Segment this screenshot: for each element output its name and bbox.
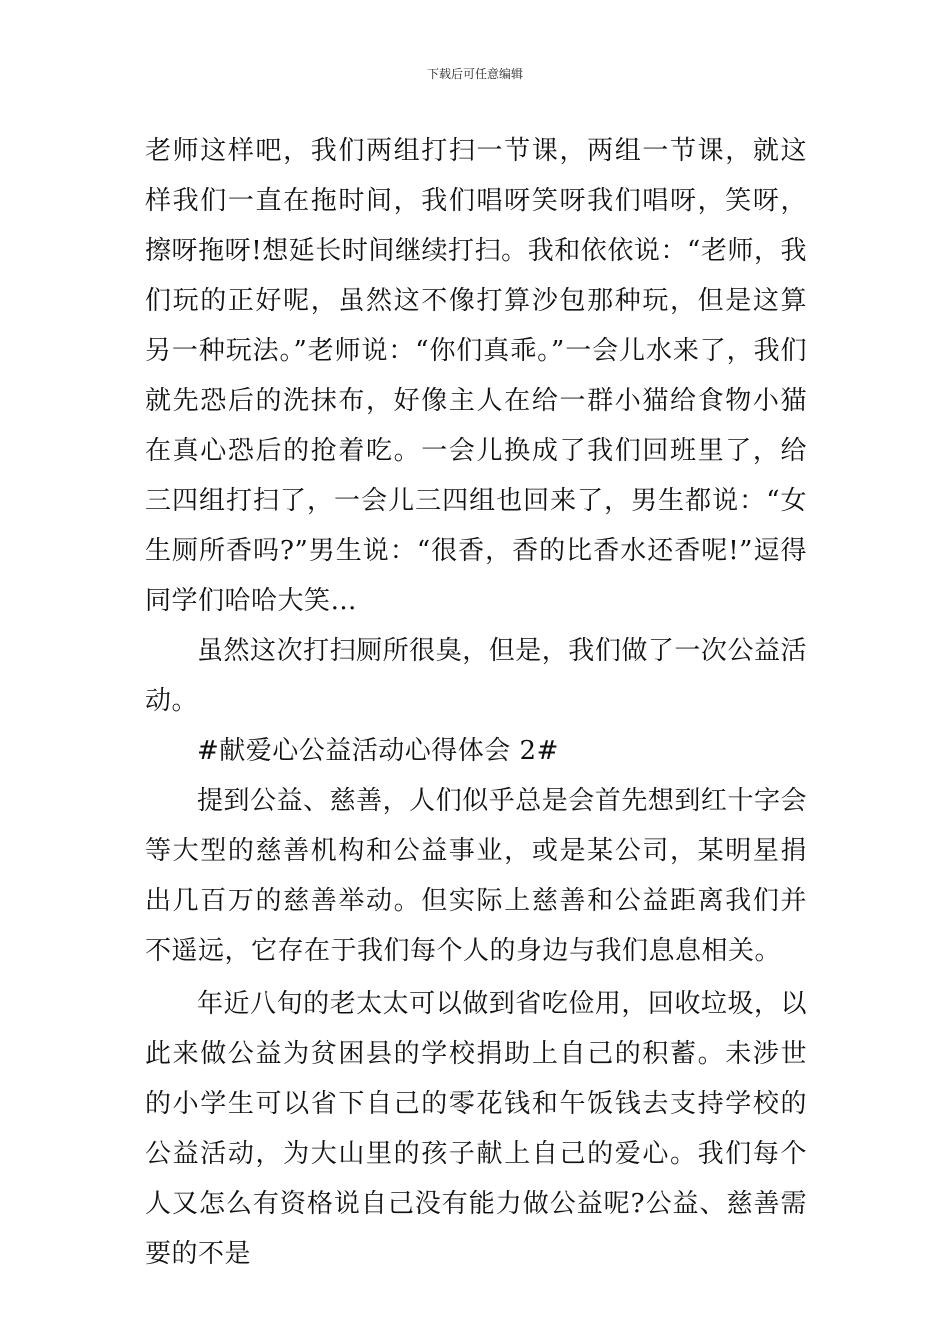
paragraph-intro: 提到公益、慈善，人们似乎总是会首先想到红十字会等大型的慈善机构和公益事业，或是某公司，某明星捐出几百万的慈善举动。但实际上慈善和公益距离我们并不遥远，它存在于我们每个人的身边与我们息息相关。: [145, 786, 807, 966]
section-heading: #献爱心公益活动心得体会 2#: [197, 736, 559, 766]
paragraph-examples: 年近八旬的老太太可以做到省吃俭用，回收垃圾，以此来做公益为贫困县的学校捐助上自己的积蓄。未涉世的小学生可以省下自己的零花钱和午饭钱去支持学校的公益活动，为大山里的孩子献上自己的爱心。我们每个人又怎么有资格说自己没有能力做公益呢?公益、慈善需要的不是: [145, 989, 807, 1269]
paragraph-continued: 老师这样吧，我们两组打扫一节课，两组一节课，就这样我们一直在拖时间，我们唱呀笑呀我们唱呀，笑呀，擦呀拖呀!想延长时间继续打扫。我和依依说：“老师，我们玩的正好呢，虽然这不像打算沙包那种玩，但是这算另一种玩法。”老师说：“你们真乖。”一会儿水来了，我们就先恐后的洗抹布，好像主人在给一群小猫给食物小猫在真心恐后的抢着吃。一会儿换成了我们回班里了，给三四组打扫了，一会儿三四组也回来了，男生都说：“女生厕所香吗?”男生说：“很香，香的比香水还香呢!”逗得同学们哈哈大笑…: [145, 136, 807, 616]
document-body: [145, 126, 807, 1279]
page-header-note: 下载后可任意编辑: [426, 67, 523, 81]
paragraph-conclusion: 虽然这次打扫厕所很臭，但是，我们做了一次公益活动。: [145, 636, 807, 716]
